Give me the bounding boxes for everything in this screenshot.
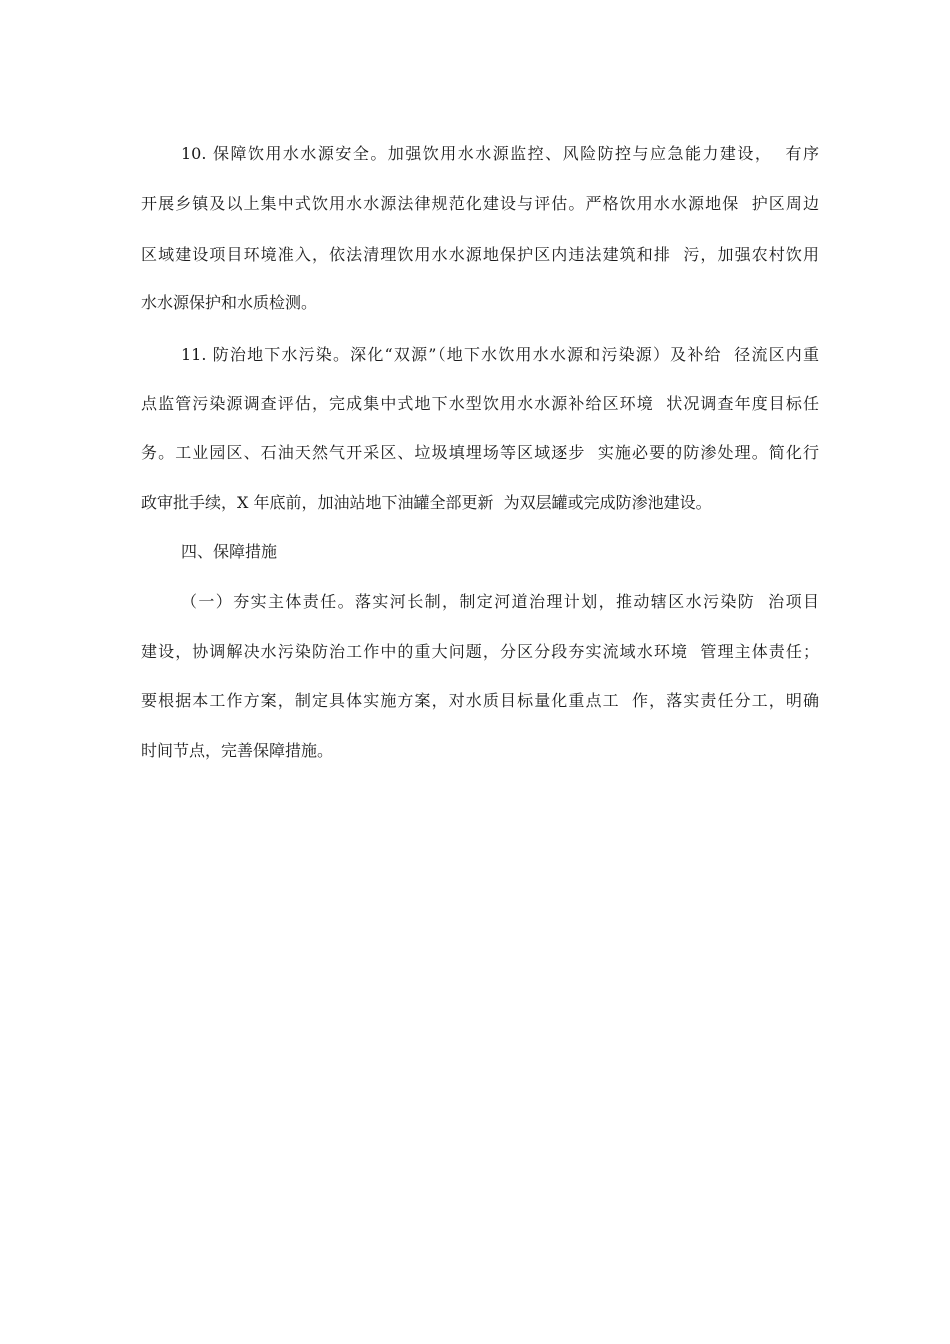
paragraph-line: （一）夯实主体责任。落实河长制，制定河道治理计划，推动辖区水污染防 治项目	[181, 592, 819, 611]
paragraph-line: 点监管污染源调查评估，完成集中式地下水型饮用水水源补给区环境 状况调查年度目标任	[141, 394, 819, 413]
paragraph-line: 时间节点，完善保障措施。	[141, 741, 334, 760]
paragraph-line: 政审批手续，X 年底前，加油站地下油罐全部更新 为双层罐或完成防渗池建设。	[141, 493, 712, 512]
paragraph-line: 10. 保障饮用水水源安全。加强饮用水水源监控、风险防控与应急能力建设， 有序	[181, 144, 819, 163]
paragraph-line: 区域建设项目环境准入，依法清理饮用水水源地保护区内违法建筑和排 污，加强农村饮用	[141, 245, 819, 264]
paragraph-line: 务。工业园区、石油天然气开采区、垃圾填埋场等区域逐步 实施必要的防渗处理。简化行	[141, 443, 819, 462]
paragraph-line: 11. 防治地下水污染。深化“双源”（地下水饮用水水源和污染源）及补给 径流区内重	[181, 345, 819, 364]
paragraph-line: 要根据本工作方案，制定具体实施方案，对水质目标量化重点工 作，落实责任分工，明确	[141, 691, 819, 710]
section-heading: 四、保障措施	[181, 542, 278, 561]
paragraph-line: 水水源保护和水质检测。	[141, 293, 318, 312]
paragraph-line: 建设，协调解决水污染防治工作中的重大问题，分区分段夯实流域水环境 管理主体责任；	[141, 642, 819, 661]
paragraph-line: 开展乡镇及以上集中式饮用水水源法律规范化建设与评估。严格饮用水水源地保 护区周边	[141, 194, 819, 213]
